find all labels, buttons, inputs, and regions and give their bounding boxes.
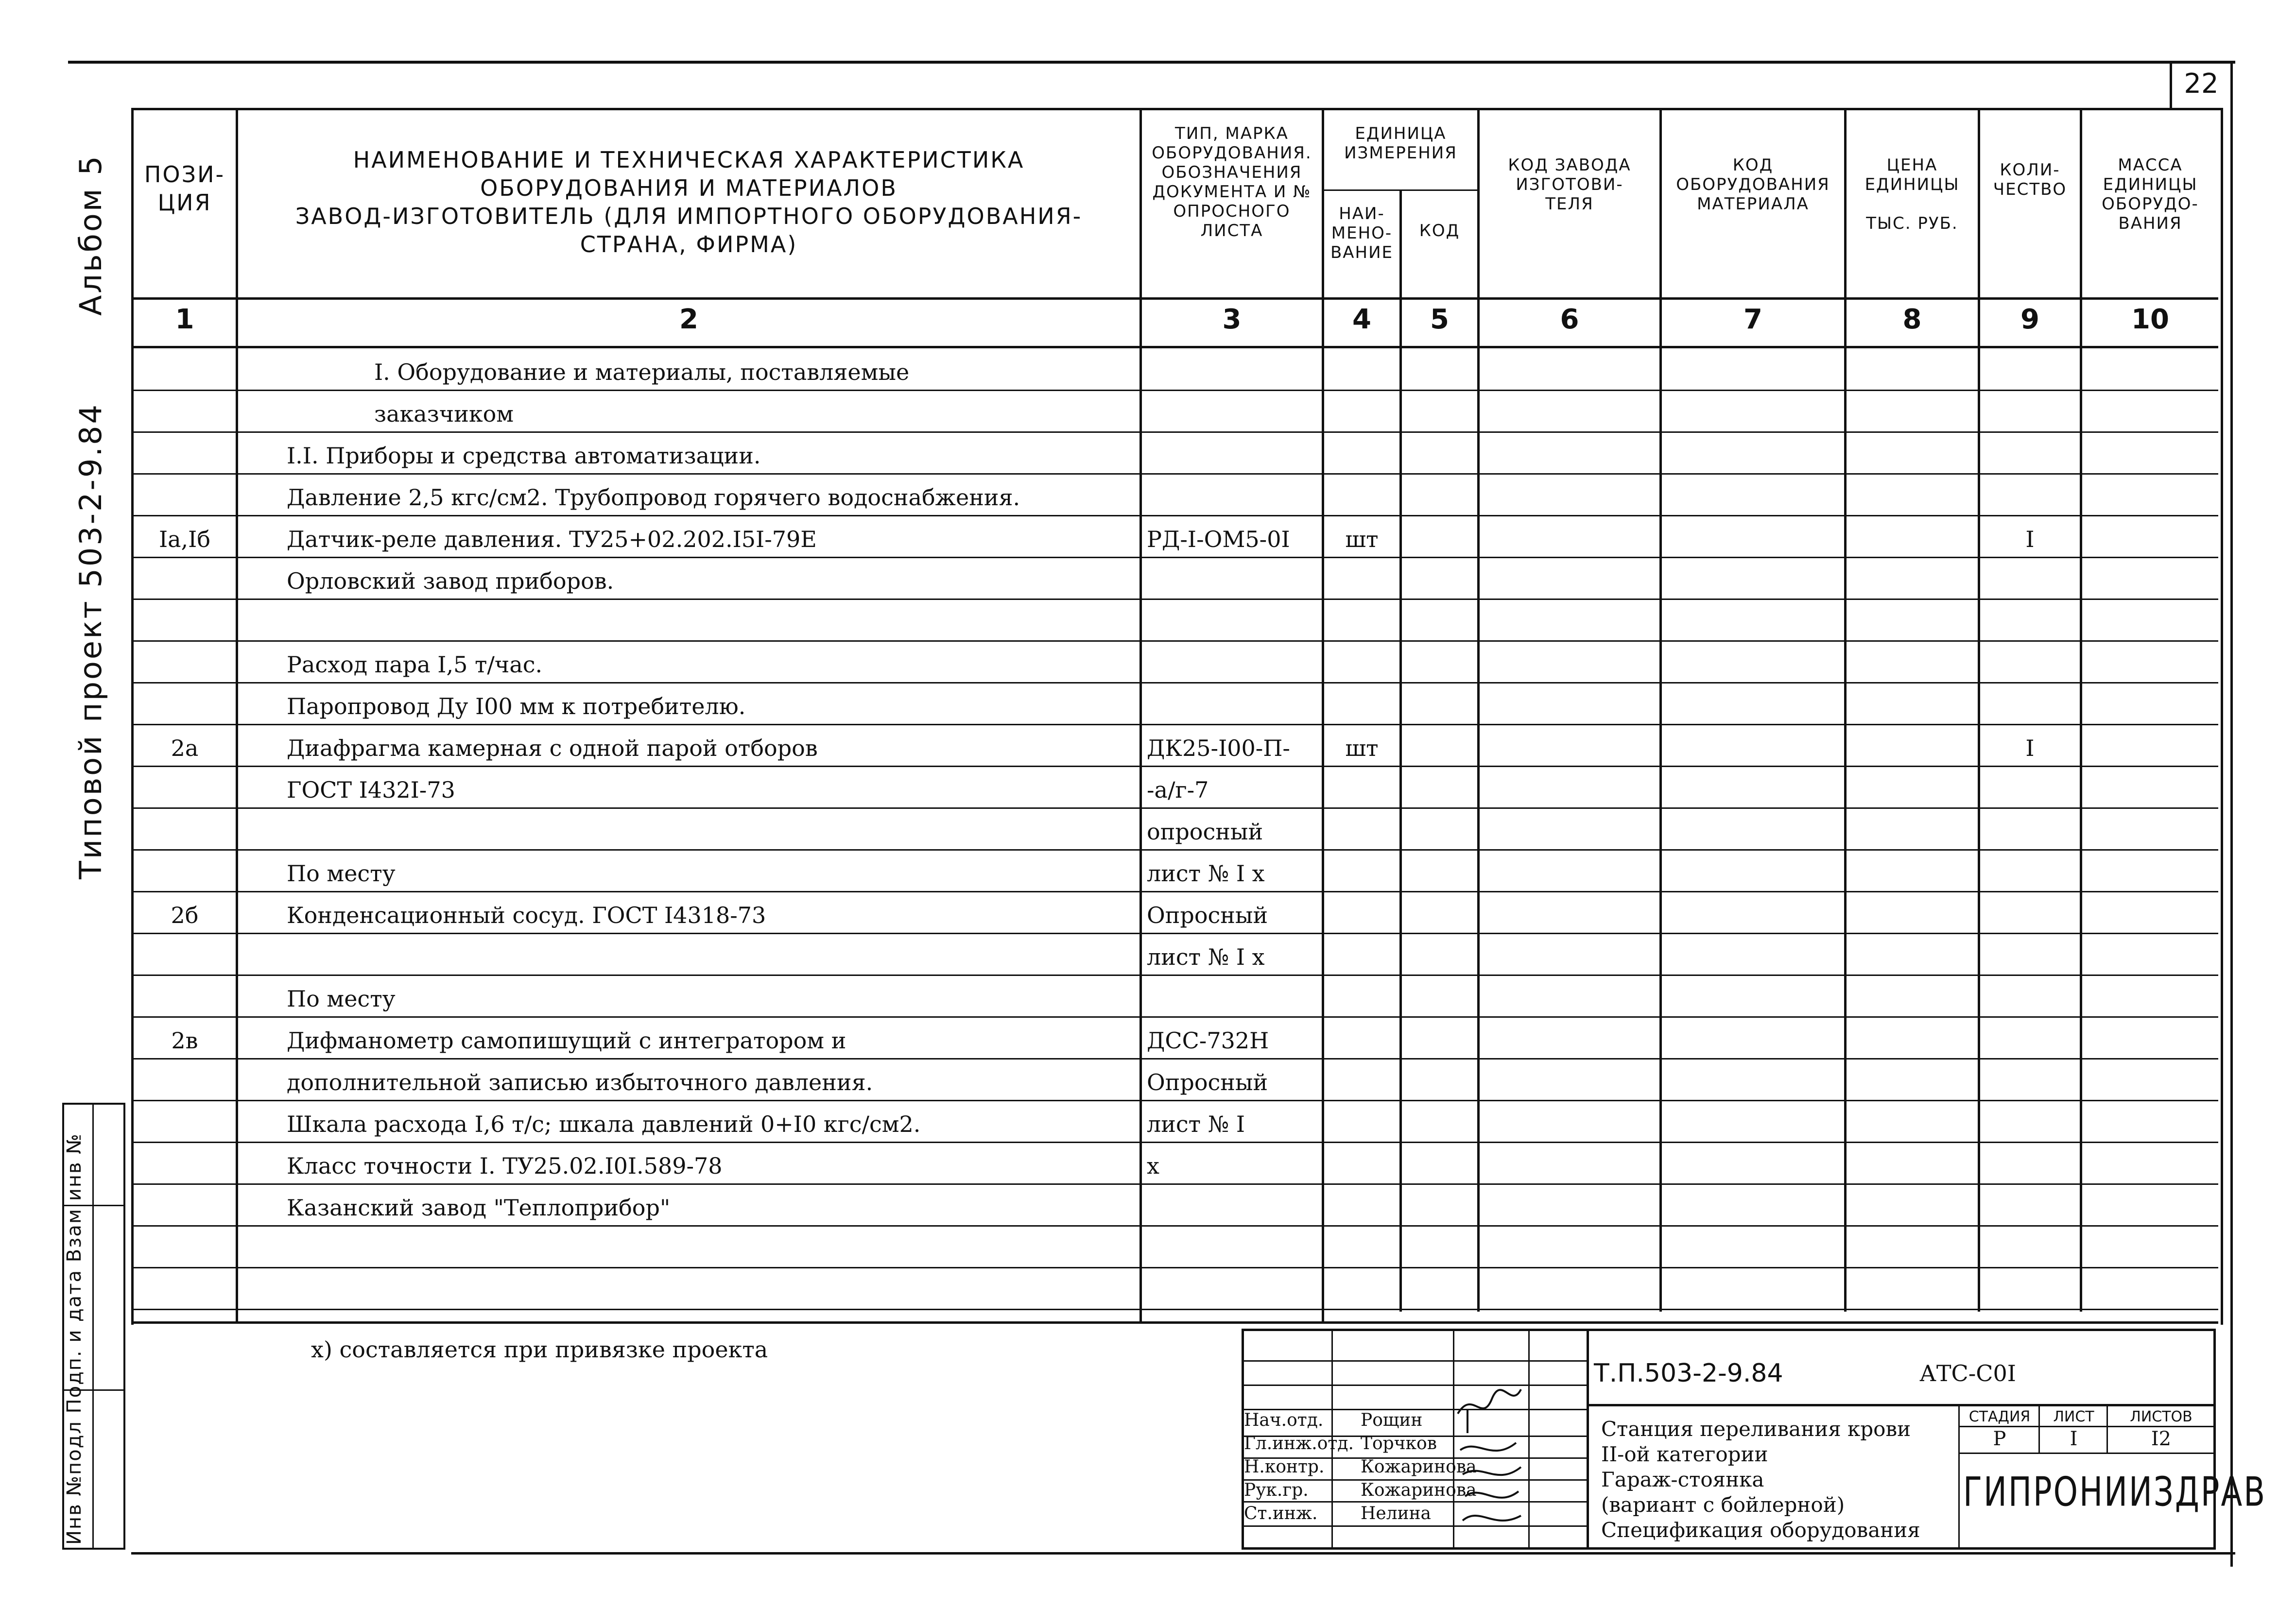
staff-name: Нелина <box>1361 1504 1432 1523</box>
row-line <box>131 390 2218 391</box>
header-equip-code: КОД ОБОРУДОВАНИЯ МАТЕРИАЛА <box>1676 155 1830 214</box>
unit-group-line <box>1322 189 1477 191</box>
column-number: 6 <box>1560 304 1579 335</box>
row-name: Казанский завод "Теплоприбор" <box>287 1195 671 1221</box>
row-qty: I <box>2025 735 2035 761</box>
right-border <box>2230 61 2233 1567</box>
row-line <box>131 1100 2218 1101</box>
row-line <box>131 1225 2218 1227</box>
row-line <box>131 1016 2218 1018</box>
row-position: 2в <box>171 1027 198 1054</box>
sheet-code: АТС-С0I <box>1919 1360 2016 1386</box>
col-line <box>1399 189 1402 1312</box>
page-number: 22 <box>2184 68 2219 100</box>
row-name: Класс точности I. ТУ25.02.I0I.589-78 <box>287 1153 723 1179</box>
column-number: 3 <box>1222 304 1242 335</box>
tb-line <box>1587 1329 1589 1550</box>
header-price: ЦЕНА ЕДИНИЦЫ ТЫС. РУБ. <box>1864 155 1960 233</box>
description-line: Станция переливания крови <box>1601 1417 1911 1441</box>
stage-value: Р <box>1993 1428 2006 1450</box>
header-unit-code: КОД <box>1419 221 1460 240</box>
tb-line <box>1958 1453 2216 1454</box>
staff-role: Нач.отд. <box>1244 1410 1324 1430</box>
tb-line <box>2106 1404 2108 1453</box>
row-name: Датчик-реле давления. ТУ25+02.202.I5I-79Е <box>287 526 817 552</box>
col-line <box>2080 108 2082 1312</box>
column-number: 5 <box>1430 304 1449 335</box>
staff-name: Торчков <box>1361 1434 1437 1453</box>
row-type: Опросный <box>1147 1069 1268 1095</box>
row-unit: шт <box>1345 526 1379 552</box>
col-line <box>1477 108 1480 1312</box>
header-pos: ПОЗИ- ЦИЯ <box>144 161 225 216</box>
header-unit-name: НАИ- МЕНО- ВАНИЕ <box>1330 204 1394 262</box>
row-qty: I <box>2025 526 2035 552</box>
row-type: лист № I х <box>1147 944 1265 970</box>
column-number: 8 <box>1902 304 1922 335</box>
row-name: I. Оборудование и материалы, поставляемые <box>374 359 910 385</box>
row-type: х <box>1147 1153 1159 1179</box>
header-plant-code: КОД ЗАВОДА ИЗГОТОВИ- ТЕЛЯ <box>1508 155 1631 214</box>
table-bottom-line <box>131 1321 2218 1324</box>
staff-role: Гл.инж.отд. <box>1244 1434 1354 1453</box>
signature-marks <box>1453 1380 1531 1550</box>
header-unit-group: ЕДИНИЦА ИЗМЕРЕНИЯ <box>1344 124 1457 163</box>
row-position: Iа,Iб <box>158 526 211 552</box>
organization-name: ГИПРОНИИЗДРАВ <box>1963 1469 2267 1516</box>
header-name: НАИМЕНОВАНИЕ И ТЕХНИЧЕСКАЯ ХАРАКТЕРИСТИКА ОБОРУДОВАНИЯ И МАТЕРИАЛОВ ЗАВОД-ИЗГОТОВИТЕЛЬ (ДЛЯ ИМПОРТНОГО ОБОРУДОВАНИЯ- СТРАНА, ФИРМА) <box>295 147 1083 257</box>
row-line <box>131 640 2218 642</box>
tb-line <box>2038 1404 2040 1453</box>
row-line <box>131 431 2218 433</box>
staff-name: Рощин <box>1361 1410 1423 1430</box>
column-number: 10 <box>2131 304 2169 335</box>
row-position: 2а <box>171 735 199 761</box>
album-label: Альбом 5 <box>73 154 108 316</box>
row-type: РД-I-ОМ5-0I <box>1147 526 1290 552</box>
row-name: Расход пара I,5 т/час. <box>287 651 543 678</box>
header-mass: МАССА ЕДИНИЦЫ ОБОРУДО- ВАНИЯ <box>2102 155 2199 233</box>
row-line <box>131 473 2218 475</box>
row-line <box>131 974 2218 976</box>
colnum-bottom-line <box>131 346 2218 348</box>
row-name: дополнительной записью избыточного давления. <box>287 1069 873 1095</box>
column-number: 9 <box>2020 304 2039 335</box>
row-type: ДСС-732Н <box>1147 1027 1269 1054</box>
row-line <box>131 724 2218 725</box>
row-line <box>131 807 2218 809</box>
row-line <box>131 1142 2218 1143</box>
description-line: II-ой категории <box>1601 1442 1768 1466</box>
staff-name: Кожаринова <box>1361 1457 1477 1477</box>
row-line <box>131 849 2218 851</box>
row-name: Конденсационный сосуд. ГОСТ I4318-73 <box>287 902 766 928</box>
row-line <box>131 1267 2218 1268</box>
header-qty: КОЛИ- ЧЕСТВО <box>1993 160 2067 199</box>
approval-label: Инв №подл Подп. и дата Взам инв № <box>63 1133 86 1545</box>
sheets-value: I2 <box>2151 1428 2172 1450</box>
row-type: лист № I х <box>1147 860 1265 887</box>
header-bottom-line <box>131 297 2218 300</box>
row-type: ДК25-I00-П- <box>1147 735 1290 761</box>
sheet-value: I <box>2070 1428 2078 1450</box>
column-number: 7 <box>1744 304 1762 335</box>
approval-divider <box>92 1103 94 1550</box>
row-type: лист № I <box>1147 1111 1245 1137</box>
row-line <box>131 557 2218 558</box>
sheet-label: ЛИСТ <box>2053 1408 2094 1425</box>
tb-line <box>1242 1501 1587 1503</box>
top-border <box>68 61 2235 64</box>
row-name: ГОСТ I432I-73 <box>287 777 455 803</box>
row-name: Давление 2,5 кгс/см2. Трубопровод горячего водоснабжения. <box>287 484 1020 511</box>
row-name: По месту <box>287 986 396 1012</box>
col-line <box>1659 108 1662 1312</box>
row-name: Диафрагма камерная с одной парой отборов <box>287 735 818 761</box>
row-name: I.I. Приборы и средства автоматизации. <box>287 443 761 469</box>
row-name: Шкала расхода I,6 т/с; шкала давлений 0+I0 кгс/см2. <box>287 1111 921 1137</box>
row-name: Орловский завод приборов. <box>287 568 614 594</box>
col-line <box>1844 108 1847 1312</box>
row-line <box>131 1058 2218 1060</box>
row-unit: шт <box>1345 735 1379 761</box>
staff-role: Рук.гр. <box>1244 1480 1309 1500</box>
row-line <box>131 891 2218 892</box>
description-line: Спецификация оборудования <box>1601 1518 1920 1542</box>
description-line: Гараж-стоянка <box>1601 1468 1764 1491</box>
column-number: 4 <box>1352 304 1371 335</box>
col-line <box>1322 108 1324 1322</box>
row-line <box>131 766 2218 767</box>
stage-label: СТАДИЯ <box>1968 1408 2031 1425</box>
tb-line <box>1242 1360 1587 1362</box>
tb-line <box>1242 1385 1587 1386</box>
row-name: Паропровод Ду I00 мм к потребителю. <box>287 693 746 719</box>
bottom-border <box>131 1552 2235 1555</box>
col-line <box>1139 108 1142 1322</box>
row-name: По месту <box>287 860 396 887</box>
row-name: заказчиком <box>374 401 514 427</box>
row-position: 2б <box>171 902 199 928</box>
column-number: 1 <box>175 304 194 335</box>
row-type: Опросный <box>1147 902 1268 928</box>
staff-role: Н.контр. <box>1244 1457 1325 1477</box>
row-line <box>131 682 2218 684</box>
row-line <box>131 933 2218 934</box>
col-line <box>236 108 238 1322</box>
project-label: Типовой проект 503-2-9.84 <box>73 403 108 879</box>
col-line <box>1978 108 1980 1312</box>
row-line <box>131 515 2218 516</box>
column-number: 2 <box>679 304 698 335</box>
sheets-label: ЛИСТОВ <box>2130 1408 2192 1425</box>
row-type: -а/г-7 <box>1147 777 1209 803</box>
tb-line <box>1242 1525 1587 1527</box>
description-line: (вариант с бойлерной) <box>1601 1493 1845 1517</box>
row-line <box>131 1183 2218 1185</box>
title-code: Т.П.503-2-9.84 <box>1594 1359 1783 1388</box>
row-name: Дифманометр самопишущий с интегратором и <box>287 1027 846 1054</box>
row-type: опросный <box>1147 819 1263 845</box>
header-type: ТИП, МАРКА ОБОРУДОВАНИЯ. ОБОЗНАЧЕНИЯ ДОКУМЕНТА И № ОПРОСНОГО ЛИСТА <box>1152 124 1312 240</box>
row-line <box>131 1309 2218 1310</box>
staff-name: Кожаринова <box>1361 1480 1477 1500</box>
footnote: х) составляется при привязке проекта <box>311 1336 768 1363</box>
staff-role: Ст.инж. <box>1244 1504 1318 1523</box>
row-line <box>131 598 2218 600</box>
